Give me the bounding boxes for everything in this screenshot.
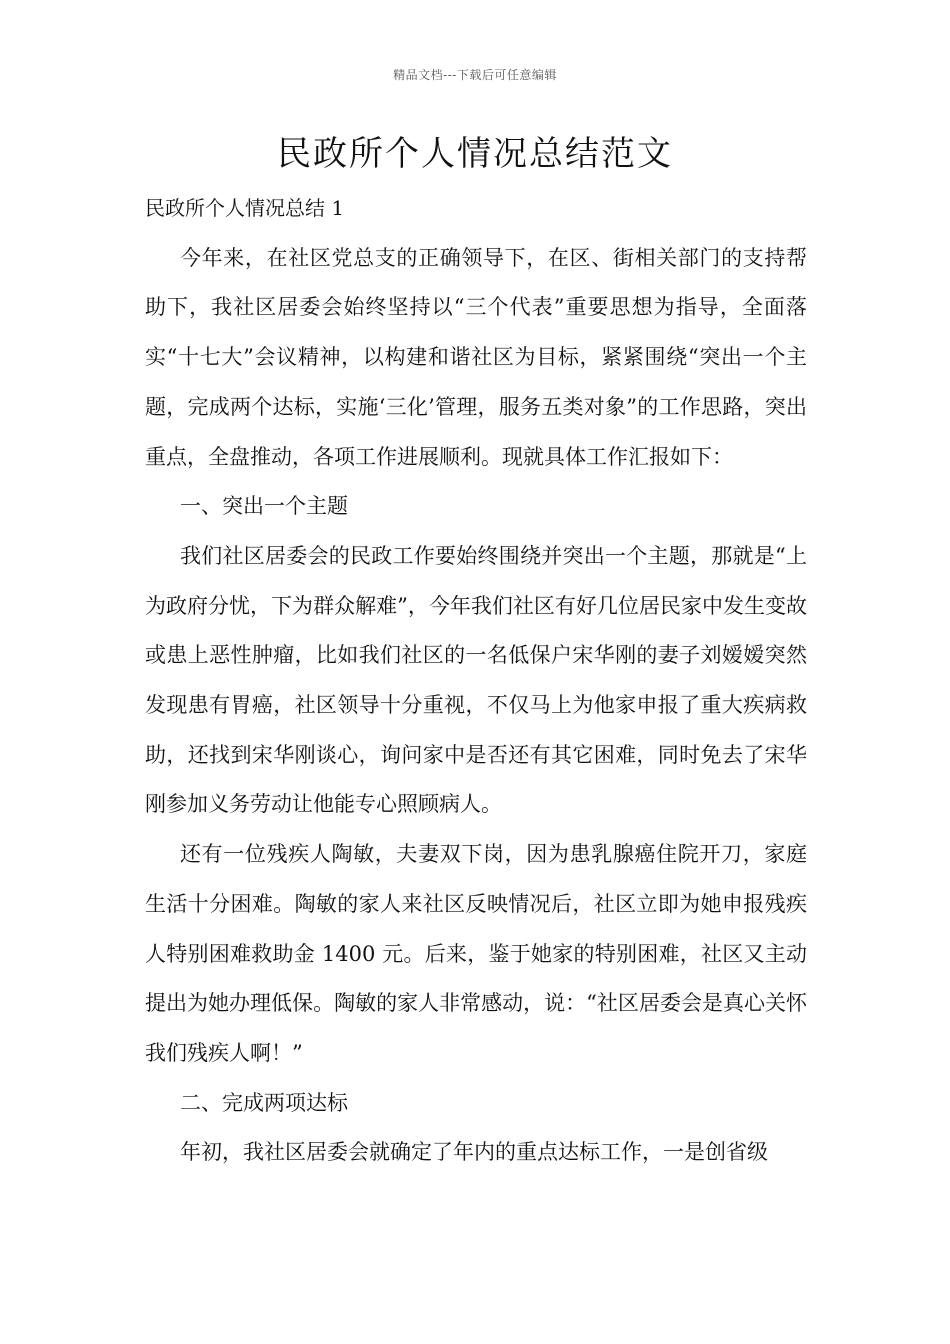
header-note: 精品文档---下载后可任意编辑 (393, 68, 557, 82)
paragraph-section-1-case: 还有一位残疾人陶敏，夫妻双下岗，因为患乳腺癌住院开刀，家庭生活十分困难。陶敏的家人来社区反映情况后，社区立即为她申报残疾人特别困难救助金 1400 元。后来，鉴于她家的特别困难，社区又主动提出为她办理低保。陶敏的家人非常感动，说：“社区居委会是真心关怀我们残疾人啊！” (145, 842, 807, 1065)
document-title: 民政所个人情况总结范文 (277, 134, 673, 174)
heading-section-1: 一、突出一个主题 (180, 494, 348, 519)
section-subtitle: 民政所个人情况总结 1 (145, 196, 345, 220)
paragraph-section-1-main: 我们社区居委会的民政工作要始终围绕并突出一个主题，那就是“上为政府分忧，下为群众解难”，今年我们社区有好几位居民家中发生变故或患上恶性肿瘤，比如我们社区的一名低保户宋华刚的妻子刘嫒嫒突然发现患有胃癌，社区领导十分重视，不仅马上为他家申报了重大疾病救助，还找到宋华刚谈心，询问家中是否还有其它困难，同时免去了宋华刚参加义务劳动让他能专心照顾病人。 (145, 543, 807, 817)
paragraph-intro: 今年来，在社区党总支的正确领导下，在区、街相关部门的支持帮助下，我社区居委会始终坚持以“三个代表”重要思想为指导，全面落实“十七大”会议精神，以构建和谐社区为目标，紧紧围绕“突出一个主题，完成两个达标，实施‘三化’管理，服务五类对象”的工作思路，突出重点，全盘推动，各项工作进展顺利。现就具体工作汇报如下： (145, 245, 807, 469)
document-body (145, 184, 807, 1178)
paragraph-section-2-start: 年初，我社区居委会就确定了年内的重点达标工作，一是创省级 (180, 1140, 768, 1165)
heading-section-2: 二、完成两项达标 (180, 1090, 348, 1115)
